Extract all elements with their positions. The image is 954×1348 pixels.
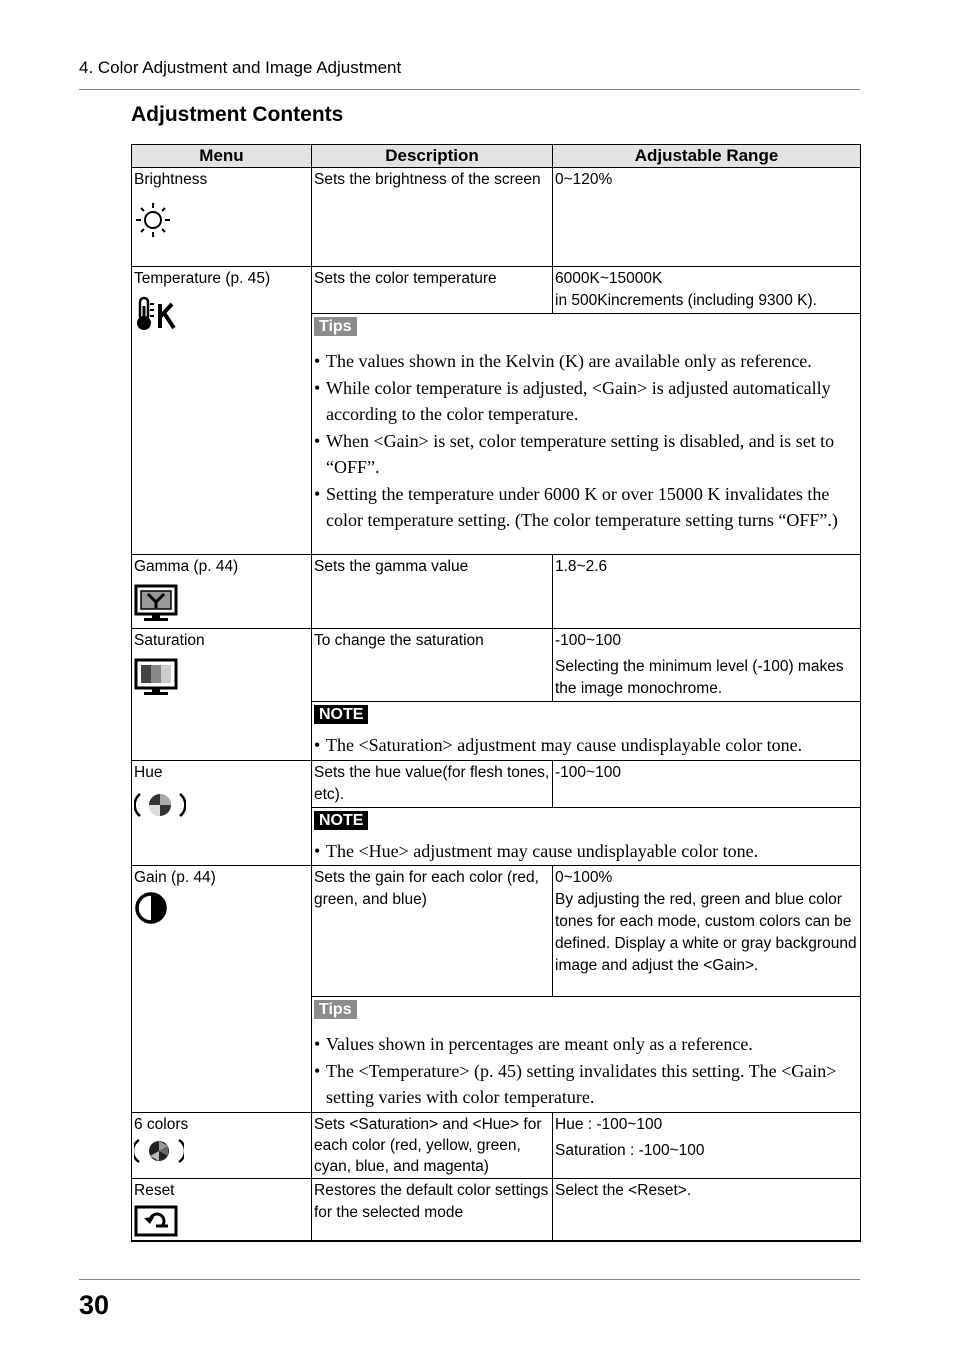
description-cell: To change the saturation [312,629,553,702]
table-header-row [132,145,861,168]
footer-rule [79,1279,860,1280]
note-list [314,732,858,759]
monitor-gamma-icon [134,584,178,622]
description-cell: Sets the brightness of the screen [312,168,553,267]
menu-label: Gamma (p. 44) [134,558,239,575]
range-cell: 0~120% [553,168,861,267]
menu-cell [132,866,312,1113]
menu-cell [132,760,312,866]
menu-label: Saturation [134,632,205,649]
monitor-saturation-icon [134,658,178,696]
tips-badge: Tips [314,1000,357,1019]
description-cell: Restores the default color settings for the selected mode [312,1178,553,1241]
column-header-description: Description [312,145,553,168]
chapter-header: 4. Color Adjustment and Image Adjustment [79,58,402,77]
column-header-range: Adjustable Range [553,145,861,168]
list-item: • The <Saturation> adjustment may cause undisplayable color tone. [314,732,858,759]
six-colors-icon [134,1137,184,1165]
menu-cell [132,1178,312,1241]
menu-cell [132,168,312,267]
range-cell [553,1112,861,1178]
page-number: 30 [79,1290,110,1320]
sun-icon [134,201,172,239]
range-detail: Selecting the minimum level (-100) makes the image monochrome. [555,658,844,697]
table-row [132,760,861,807]
hue-icon [134,790,186,820]
menu-label: Temperature (p. 45) [134,270,271,287]
range-cell [553,629,861,702]
menu-label: Gain (p. 44) [134,869,216,886]
menu-label: 6 colors [134,1115,189,1133]
list-item: • The <Hue> adjustment may cause undisplayable color tone. [314,838,858,865]
note-list [314,838,858,865]
range-cell [553,267,861,314]
tips-list [314,1031,858,1111]
range-cell: -100~100 [553,760,861,807]
menu-label: Reset [134,1181,175,1199]
range-detail: Saturation : -100~100 [555,1141,705,1159]
range-value: Hue : -100~100 [555,1115,663,1133]
range-cell [553,866,861,997]
range-cell: Select the <Reset>. [553,1178,861,1241]
list-item: • Setting the temperature under 6000 K or over 15000 K invalidates the color temperature setting. (The color temperature setting turns “OFF”.) [314,481,858,534]
description-cell: Sets the gamma value [312,555,553,629]
note-badge: NOTE [314,811,368,830]
tips-list [314,348,858,534]
table-row [132,1112,861,1178]
range-detail: By adjusting the red, green and blue color tones for each mode, custom colors can be defined. Display a white or gray background image and adjust the <Gain>. [555,891,857,974]
range-value: -100~100 [555,632,621,649]
menu-label: Hue [134,763,163,781]
section-title: Adjustment Contents [131,103,344,126]
adjustment-table [131,144,861,1242]
header-rule [79,89,860,90]
reset-icon [134,1205,178,1237]
list-item: • The values shown in the Kelvin (K) are available only as reference. [314,348,858,375]
list-item: • When <Gain> is set, color temperature setting is disabled, and is set to “OFF”. [314,428,858,481]
menu-cell [132,1112,312,1178]
list-item: • Values shown in percentages are meant only as a reference. [314,1031,858,1058]
menu-cell [132,555,312,629]
table-row [132,168,861,267]
range-cell: 1.8~2.6 [553,555,861,629]
list-item: • While color temperature is adjusted, <Gain> is adjusted automatically according to the color temperature. [314,375,858,428]
tips-box [312,314,861,555]
table-row [132,1178,861,1241]
table-row [132,555,861,629]
note-badge: NOTE [314,705,368,724]
column-header-menu: Menu [132,145,312,168]
menu-cell [132,629,312,761]
note-box [312,702,861,761]
tips-box [312,997,861,1113]
menu-cell [132,267,312,555]
range-value: 6000K~15000K [555,270,663,287]
half-circle-icon [134,891,172,925]
description-cell: Sets the gain for each color (red, green, and blue) [312,866,553,997]
list-item: • The <Temperature> (p. 45) setting invalidates this setting. The <Gain> setting varies with color temperature. [314,1058,858,1111]
description-cell: Sets the color temperature [312,267,553,314]
range-detail: in 500Kincrements (including 9300 K). [555,292,817,309]
note-box [312,807,861,866]
description-cell: Sets <Saturation> and <Hue> for each color (red, yellow, green, cyan, blue, and magenta) [312,1112,553,1178]
thermometer-k-icon [134,296,180,332]
table-row [132,629,861,702]
description-cell: Sets the hue value(for flesh tones, etc). [312,760,553,807]
menu-label: Brightness [134,171,208,188]
table-row [132,267,861,314]
table-row [132,866,861,997]
tips-badge: Tips [314,317,357,336]
range-value: 0~100% [555,869,613,886]
